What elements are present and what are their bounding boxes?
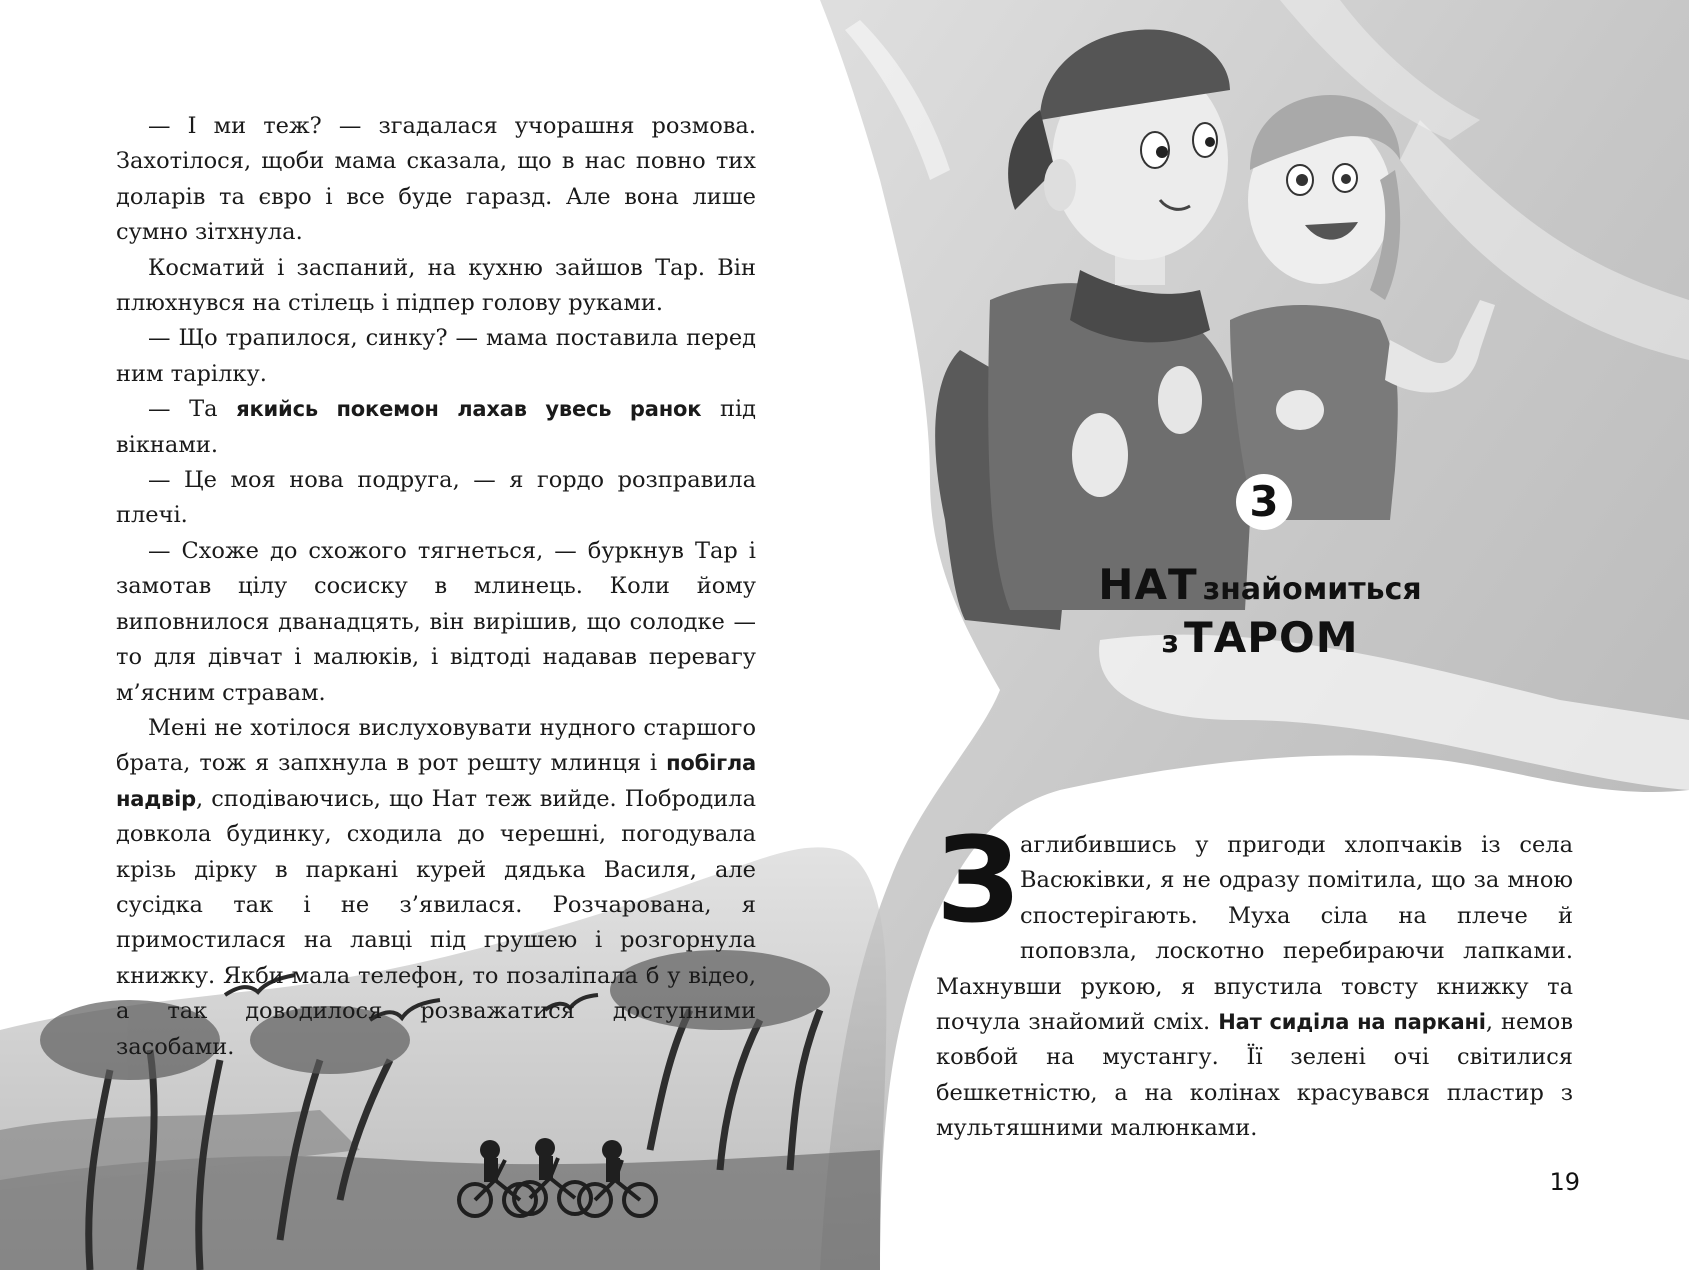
paragraph <box>116 251 756 322</box>
text-run: — Схоже до схожого тягнеться, — буркнув Тар і замотав цілу сосиску в млинець. Коли йому виповнилося дванадцять, він вирішив, що солодке — то для дівчат і малюків, і відтоді надавав перевагу м’ясним стравам. <box>116 537 756 706</box>
right-page-text <box>936 811 1573 1147</box>
chapter-title-word: знайомиться <box>1202 572 1422 607</box>
drop-cap: З <box>936 811 1020 949</box>
highlighted-phrase: якийсь покемон лахав увесь ранок <box>236 397 702 422</box>
text-run: — Та <box>148 396 237 423</box>
chapter-title-word: з <box>1161 625 1179 660</box>
text-run: — Це моя нова подруга, — я гордо розправила плечі. <box>116 467 756 529</box>
highlighted-phrase: Нат сиділа на паркані <box>1218 1010 1486 1035</box>
paragraph <box>116 711 756 1065</box>
chapter-title-word: НАТ <box>1098 560 1198 609</box>
chapter-title <box>1040 560 1480 662</box>
text-run: Мені не хотілося вислуховувати нудного старшого брата, тож я запхнула в рот решту млинця і <box>116 714 756 777</box>
chapter-title-word: ТАРОМ <box>1184 613 1359 662</box>
text-run: під вікнами. <box>116 396 756 458</box>
paragraph <box>936 811 1573 1147</box>
text-run: Косматий і заспаний, на кухню зайшов Тар. Він плюхнувся на стілець і підпер голову руками. <box>116 254 756 317</box>
paragraph <box>116 392 756 463</box>
text-run: , сподіваючись, що Нат теж вийде. Побродила довкола будинку, сходила до черешні, погодувала крізь дірку в паркані курей дядька Василя, але сусідка так і не з’явилася. Розчарована, я примостилася на лавці під грушею і розгорнула книжку. Якби мала телефон, то позаліпала б у відео, а так доводилося розважатися доступними засобами. <box>116 785 756 1060</box>
text-run: аглибившись у пригоди хлопчаків із села Васюківки, я не одразу помітила, що за мною спостерігають. Муха сіла на плече й поповзла, лоскотно перебираючи лапками. Махнувши рукою, я впустила товсту книжку та почула знайомий сміх. <box>936 832 1573 1036</box>
page-number: 19 <box>1549 1168 1580 1196</box>
highlighted-phrase: побігла надвір <box>116 751 756 811</box>
left-page-text <box>116 109 756 1065</box>
paragraph <box>116 109 756 251</box>
paragraph <box>116 534 756 711</box>
paragraph <box>116 321 756 392</box>
text-run: — І ми теж? — згадалася учорашня розмова. Захотілося, щоби мама сказала, що в нас повно тих доларів та євро і все буде гаразд. Але вона лише сумно зітхнула. <box>116 113 756 246</box>
right-paragraphs <box>936 811 1573 1147</box>
paragraph <box>116 463 756 534</box>
text-run: — Що трапилося, синку? — мама поставила перед ним тарілку. <box>116 325 756 387</box>
text-run: , немов ковбой на мустангу. Її зелені очі світилися бешкетністю, а на колінах красувався пластир з мультяшними малюнками. <box>936 1009 1573 1142</box>
chapter-number: 3 <box>1236 474 1292 530</box>
